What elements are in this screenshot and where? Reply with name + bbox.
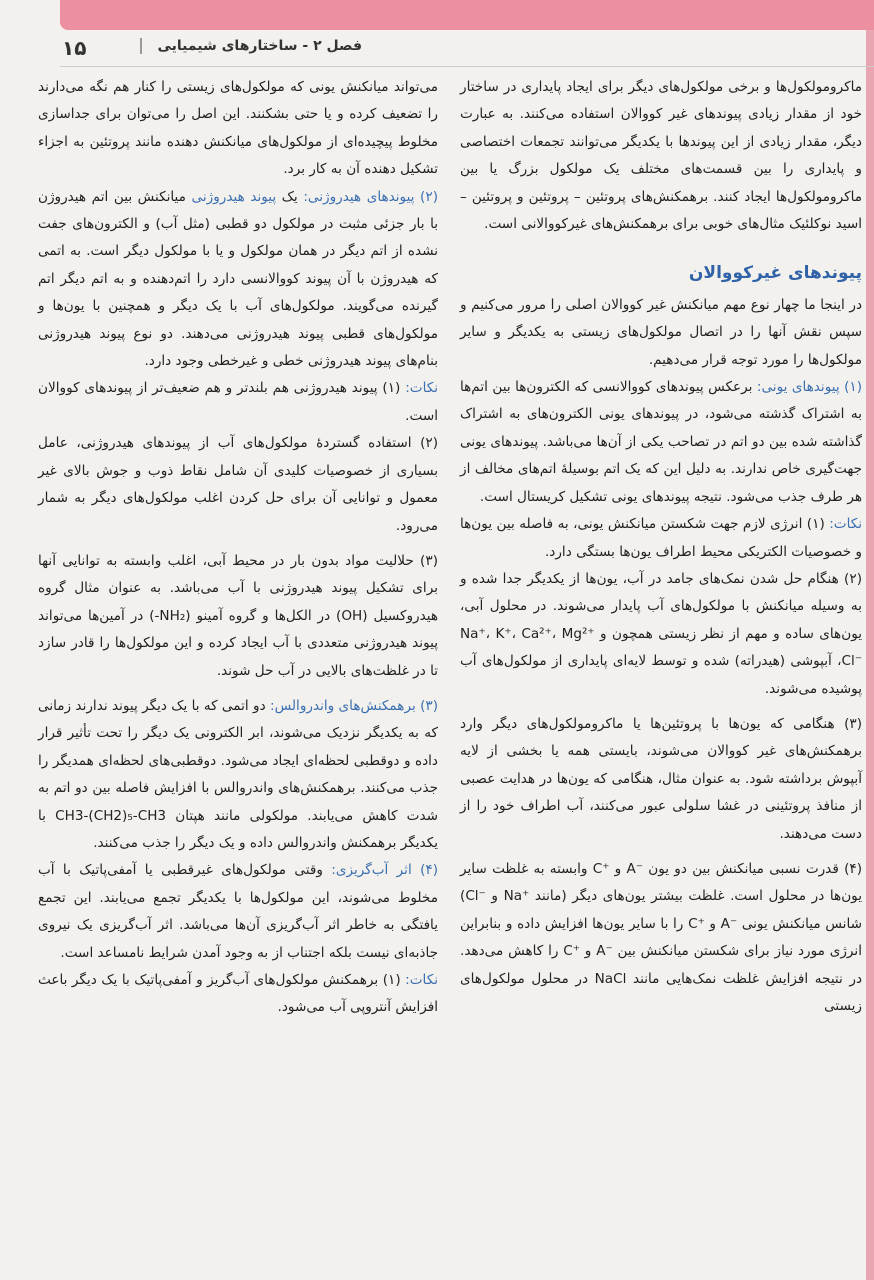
section-heading: پیوندهای غیرکووالان: [688, 263, 862, 284]
note: (۳) حلالیت مواد بدون بار در محیط آبی، اغلب وابسته به توانایی آنها برای تشکیل پیوند هیدروژنی با آب می‌باشد. به عنوان مثال گروه هیدروکسیل (OH) در الکل‌ها و گروه آمینو (NH₂-) در آمین‌ها می‌تواند پیوند هیدروژنی متعددی با آب ایجاد کرده و این مولکول‌ها را قادر سازد تا در غلظت‌های بالایی در آب حل شوند.: [38, 552, 438, 679]
note-text: (۱) پیوند هیدروژنی هم بلندتر و هم ضعیف‌تر از پیوندهای کووالان است.: [38, 380, 438, 424]
chapter-title: فصل ۲ - ساختارهای شیمیایی: [140, 38, 362, 54]
note: (۲) استفاده گستردهٔ مولکول‌های آب از پیوندهای هیدروژنی، عامل بسیاری از خصوصیات کلیدی آن شامل نقاط ذوب و جوش بالای غیر معمول و توانایی آن برای حل کردن اغلب مولکول‌های دیگر به شمار می‌رود.: [38, 435, 438, 534]
van-der-waals-label: (۳) برهمکنش‌های واندروالس:: [269, 697, 439, 714]
ionic-bond-text: برعکس پیوندهای کووالانسی که الکترون‌ها بین اتم‌ها به اشتراک گذشته می‌شود، در پیوندهای یونی الکترون‌های به اشتراک گذاشته شده بین دو اتم در تصاحب یکی از آن‌ها می‌باشد. پیوندهای یونی جهت‌گیری خاص ندارند. به دلیل این که یک اتم بوسیلهٔ اتم‌های مخالف از هر طرف جذب می‌شود. نتیجه پیوندهای یونی تشکیل کریستال است.: [460, 379, 862, 505]
ion-list: Na⁺، K⁺، Ca²⁺، Mg²⁺ و Cl⁻: [460, 625, 862, 670]
note-label: نکات:: [829, 516, 863, 533]
note-text: (۲) هنگام حل شدن نمک‌های جامد در آب، یون‌ها از یکدیگر جدا شده و به وسیله میانکنش با مولکول‌های آب پایدار می‌شوند. در محلول آبی، یون‌های ساده و مهم از نظر زیستی همچون: [460, 570, 862, 642]
right-column: [460, 74, 862, 1020]
note: [38, 375, 438, 430]
note-text: (۱) انرژی لازم جهت شکستن میانکنش یونی، به فاصله بین یون‌ها و خصوصیات الکتریکی محیط اطراف یون‌ها بستگی دارد.: [460, 516, 862, 560]
paragraph-text: یک: [281, 188, 298, 205]
left-column: [38, 74, 438, 1022]
note-text: (۱) برهمکنش مولکول‌های آب‌گریز و آمفی‌پاتیک با یک دیگر باعث افزایش آنتروپی آب می‌شود.: [38, 972, 438, 1016]
note: (۴) قدرت نسبی میانکنش بین دو یون ⁻A و ⁺C وابسته به غلظت سایر یون‌ها در محلول است. غلظت بیشتر یون‌های دیگر (مانند ⁺Na و ⁻Cl) شانس میانکنش یونی ⁻A و ⁺C را با سایر یون‌ها افزایش داده و بنابراین انرژی مورد نیاز برای شکستن میانکنش بین ⁻A و ⁺C را کاهش می‌دهد. در نتیجه افزایش غلظت نمک‌هایی مانند NaCl در محلول مولکول‌های زیستی: [460, 860, 863, 1014]
paragraph: در اینجا ما چهار نوع مهم میانکنش غیر کووالان اصلی را مرور می‌کنیم و سپس نقش آنها را در اتصال مولکول‌های زیستی به یکدیگر و سایر مولکول‌ها را مورد توجه قرار می‌دهیم.: [460, 296, 862, 368]
note-label: نکات:: [405, 972, 438, 988]
paragraph: می‌تواند میانکنش یونی که مولکول‌های زیستی را کنار هم نگه می‌دارند را تضعیف کرده و یا حتی بشکنند. این اصل را می‌توان برای جداسازی مخلوط پیچیده‌ای از مولکول‌های میانکنش دهنده مانند پروتئین به اجزاء تشکیل دهنده آن به کار برد.: [38, 79, 438, 178]
paragraph-text: دو اتمی که با یک دیگر پیوند ندارند زمانی که به یکدیگر نزدیک می‌شوند، ابر الکترونی یک دیگر را تحت تأثیر قرار داده و دوقطبی لحظه‌ای ایجاد می‌شود. دوقطبی‌های لحظه‌ای همدیگر را جذب می‌کنند. برهمکنش‌های واندروالس با افزایش فاصله بین دو اتم به شدت کاهش می‌یابند. مولکولی مانند هپتان CH3-(CH2)₅-CH3 با یکدیگر برهمکنش واندروالس داده و یک دیگر را جذب می‌کنند.: [38, 697, 438, 851]
note: [38, 967, 438, 1022]
paragraph: [460, 374, 862, 511]
note: (۳) هنگامی که یون‌ها با پروتئین‌ها یا ماکرومولکول‌های دیگر وارد برهمکنش‌های غیر کووالان می‌شوند، بایستی همه یا بخشی از لایه آبپوش برداشته شود. به عنوان مثال، هنگامی که یون‌ها در هدایت عصبی از منافذ پروتئینی در غشا سلولی عبور می‌کنند، آب اطراف خود را از دست می‌دهند.: [460, 715, 862, 842]
note: [460, 566, 862, 703]
hydrophobic-label: (۴) اثر آب‌گریزی:: [331, 862, 438, 879]
ionic-bond-label: (۱) پیوندهای یونی:: [756, 379, 863, 396]
paragraph-text: میانکنش بین اتم هیدروژن با بار جزئی مثبت در مولکول دو قطبی (مثل آب) و الکترون‌های جفت نشده از اتم دیگر در همان مولکول و یا با مولکول دیگر است. به اتمی که هیدروژن با آن پیوند کووالانسی دارد را اتم‌دهنده و به اتم دیگر اتم گیرنده می‌گویند. مولکول‌های آب با یک دیگر و همچنین با یون‌ها و مولکول‌های قطبی پیوند هیدروژنی می‌دهند. دو نوع پیوند هیدروژنی بنام‌های پیوند هیدروژنی خطی و غیرخطی وجود دارد.: [38, 188, 438, 370]
note: [460, 511, 862, 566]
page-number: ۱۵: [62, 36, 87, 60]
paragraph: ماکرومولکول‌ها و برخی مولکول‌های دیگر برای ایجاد پایداری در ساختار خود از مقدار زیادی پیوندهای غیر کووالان استفاده می‌کنند. به عبارت دیگر، مقدار زیادی از این پیوندها با یکدیگر می‌توانند تجمعات اختصاصی و پایداری را بین قسمت‌های مختلف یک مولکول بزرگ یا بین ماکرومولکول‌ها ایجاد کنند. برهمکنش‌های پروتئین – پروتئین و پروتئین – اسید نوکلئیک مثال‌های خوبی برای برهمکنش‌های غیرکووالانی است.: [460, 79, 862, 233]
paragraph: [38, 693, 438, 857]
side-color-band: [866, 30, 874, 1280]
top-color-band: [60, 0, 874, 30]
note-text: ، آبپوشی (هیدراته) شده و توسط لایه‌ای پایداری از مولکول‌های آب پوشیده می‌شوند.: [460, 653, 862, 697]
paragraph: [38, 857, 438, 967]
hydrogen-bond-label: (۲) پیوندهای هیدروژنی:: [303, 188, 438, 205]
page-header: [60, 30, 874, 67]
hydrogen-bond-term: پیوند هیدروژنی: [191, 188, 277, 205]
note-label: نکات:: [405, 380, 438, 397]
paragraph: [38, 184, 438, 376]
paragraph-text: وقتی مولکول‌های غیرقطبی یا آمفی‌پاتیک با آب مخلوط می‌شوند، این مولکول‌ها با یکدیگر تجمع می‌یابند. این تجمع یافتگی به خاطر اثر آب‌گریزی آن‌ها می‌باشد. اثر آب‌گریزی یک نیروی جاذبه‌ای نیست بلکه اجتناب از به وجود آمدن شرایط نامساعد است.: [38, 862, 438, 961]
